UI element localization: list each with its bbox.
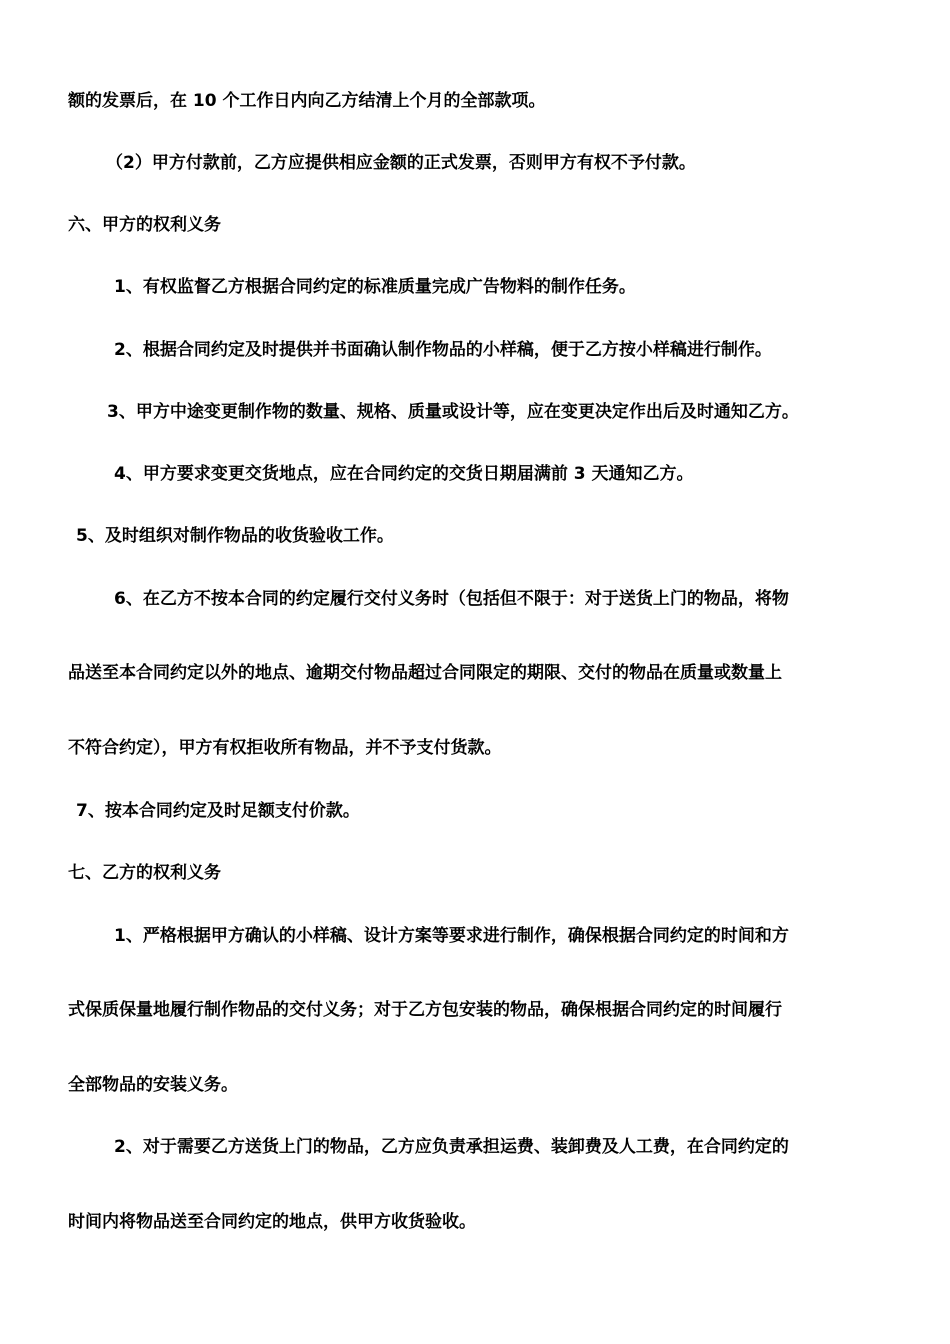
text-line: 5、及时组织对制作物品的收货验收工作。 [76,526,394,546]
text-line: 式保质保量地履行制作物品的交付义务；对于乙方包安装的物品，确保根据合同约定的时间履行 [68,1000,782,1020]
text-line: 7、按本合同约定及时足额支付价款。 [76,801,360,821]
text-line: （2）甲方付款前，乙方应提供相应金额的正式发票，否则甲方有权不予付款。 [106,153,696,173]
text-line: 1、严格根据甲方确认的小样稿、设计方案等要求进行制作，确保根据合同约定的时间和方 [114,926,789,946]
text-line: 1、有权监督乙方根据合同约定的标准质量完成广告物料的制作任务。 [114,277,636,297]
text-line: 全部物品的安装义务。 [68,1075,238,1095]
text-line: 额的发票后，在 10 个工作日内向乙方结清上个月的全部款项。 [68,91,546,111]
text-line: 不符合约定），甲方有权拒收所有物品，并不予支付货款。 [68,738,502,758]
text-line: 2、根据合同约定及时提供并书面确认制作物品的小样稿，便于乙方按小样稿进行制作。 [114,340,772,360]
text-line: 时间内将物品送至合同约定的地点，供甲方收货验收。 [68,1212,476,1232]
text-line: 6、在乙方不按本合同的约定履行交付义务时（包括但不限于：对于送货上门的物品，将物 [114,589,789,609]
text-line: 3、甲方中途变更制作物的数量、规格、质量或设计等，应在变更决定作出后及时通知乙方。 [107,402,799,422]
text-line: 品送至本合同约定以外的地点、逾期交付物品超过合同限定的期限、交付的物品在质量或数量上 [68,663,782,683]
text-line: 2、对于需要乙方送货上门的物品，乙方应负责承担运费、装卸费及人工费，在合同约定的 [114,1137,789,1157]
section-heading: 七、乙方的权利义务 [68,863,221,883]
section-heading: 六、甲方的权利义务 [68,215,221,235]
text-line: 4、甲方要求变更交货地点，应在合同约定的交货日期届满前 3 天通知乙方。 [114,464,694,484]
